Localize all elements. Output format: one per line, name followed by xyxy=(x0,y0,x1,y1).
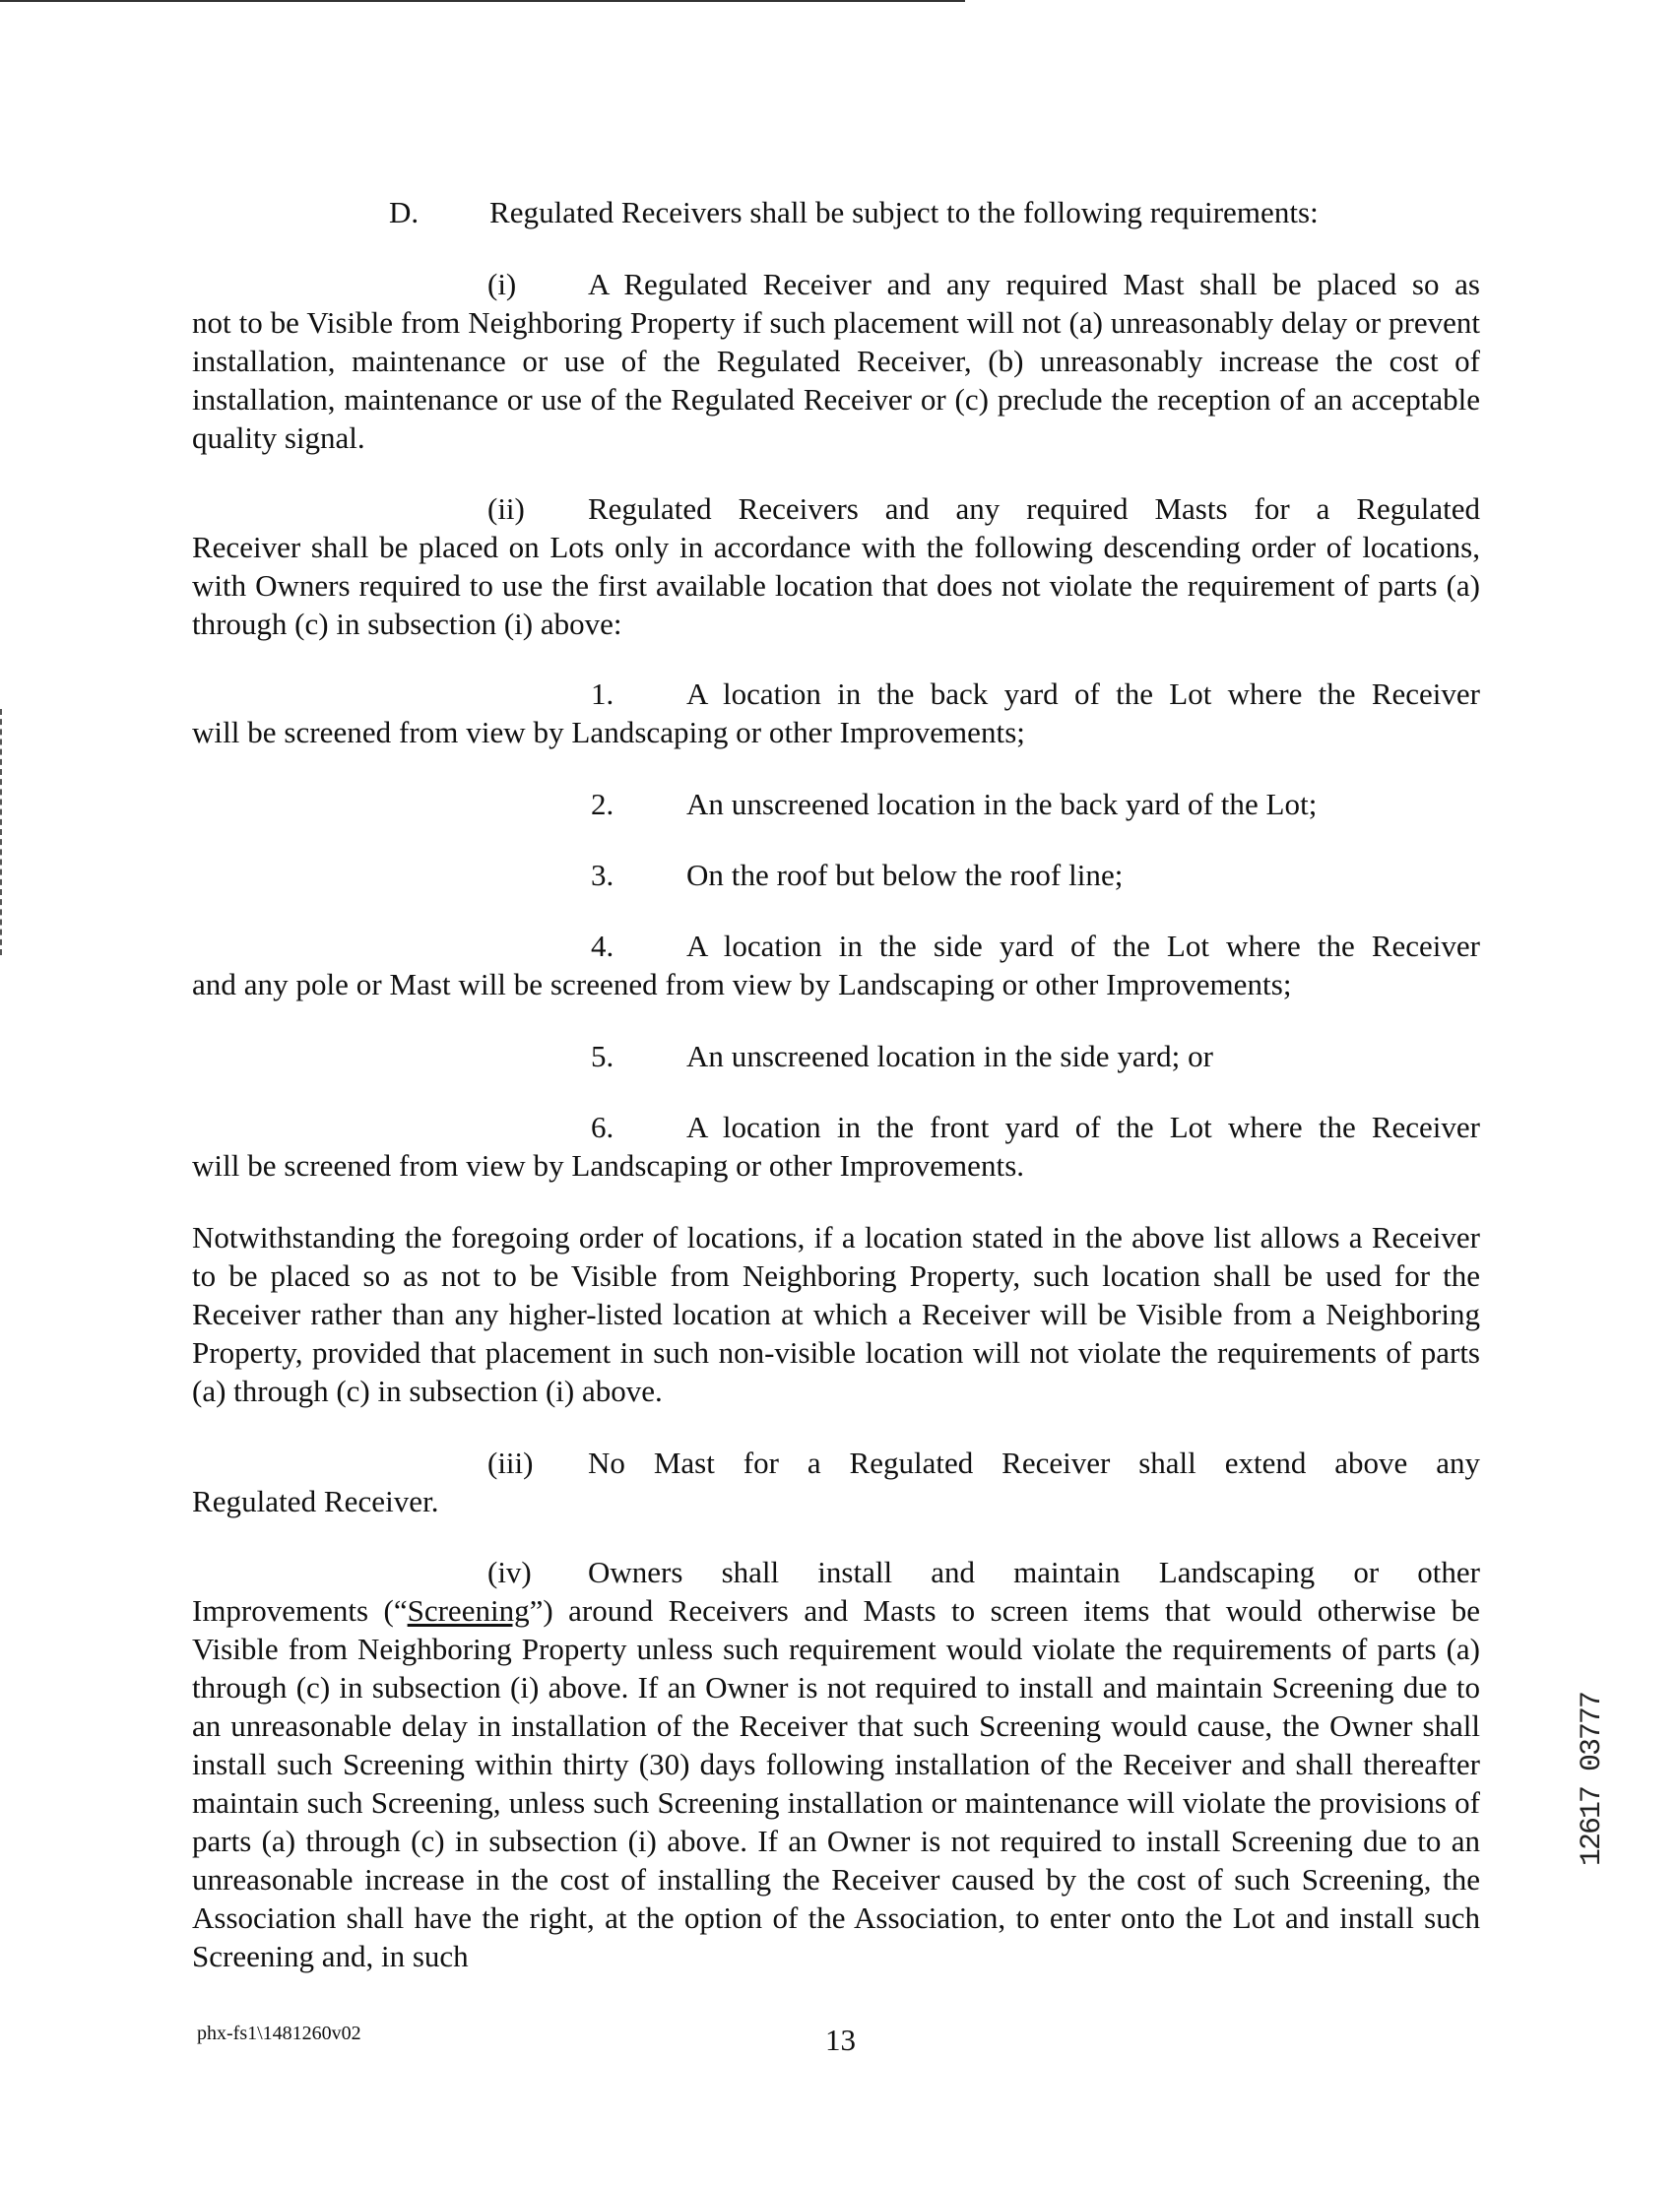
para-iii-continuation: Regulated Receiver. xyxy=(192,1484,439,1518)
para-iv-body-before: Improvements (“ xyxy=(192,1593,408,1628)
para-iv-label: (iv) xyxy=(487,1555,532,1589)
location-6-continuation: will be screened from view by Landscaping or other Improvements. xyxy=(192,1148,1025,1183)
page-number: 13 xyxy=(825,2023,856,2057)
para-iii-label: (iii) xyxy=(487,1446,534,1480)
para-i-first-line: A Regulated Receiver and any required Mast shall be placed so as xyxy=(588,267,1480,301)
location-3-number: 3. xyxy=(591,858,614,892)
para-iv-first-line: Owners shall install and maintain Landscaping or other xyxy=(588,1555,1480,1589)
location-2-number: 2. xyxy=(591,787,614,821)
screening-defined-term: Screening xyxy=(407,1593,530,1628)
location-4-first-line: A location in the side yard of the Lot where the Receiver xyxy=(686,929,1480,963)
location-4-continuation: and any pole or Mast will be screened from view by Landscaping or other Improvements; xyxy=(192,967,1292,1001)
para-i-label: (i) xyxy=(487,267,517,301)
para-iv-body-after: ”) around Receivers and Masts to screen items that would otherwise be Visible from Neighboring Property unless such requirement would violate the requirements of parts (a) through (c) in subsection (i) above. If an Owner is not required to install and maintain Screening due to an unreasonable delay in installation of the Receiver that such Screening would cause, the Owner shall install such Screening within thirty (30) days following installation of the Receiver and shall thereafter maintain such Screening, unless such Screening installation or maintenance will violate the provisions of parts (a) through (c) in subsection (i) above. If an Owner is not required to install Screening due to an unreasonable increase in the cost of installing the Receiver caused by the cost of such Screening, the Association shall have the right, at the option of the Association, to enter onto the Lot and install such Screening and, in such xyxy=(192,1593,1480,1973)
section-d-label: D. xyxy=(389,195,420,229)
recording-stamp: 12617 03777 xyxy=(1576,1692,1609,1866)
para-ii-body: Receiver shall be placed on Lots only in accordance with the following descending order of locations, with Owners required to use the first available location that does not violate the requirement of parts (a) through (c) in subsection (i) above: xyxy=(192,530,1480,641)
notwithstanding-paragraph: Notwithstanding the foregoing order of locations, if a location stated in the above list allows a Receiver to be placed so as not to be Visible from Neighboring Property, such location shall be used for the Receiver rather than any higher-listed location at which a Receiver will be Visible from a Neighboring Property, provided that placement in such non-visible location will not violate the requirements of parts (a) through (c) in subsection (i) above. xyxy=(192,1220,1480,1408)
scan-border-line xyxy=(0,0,965,2)
location-3-text: On the roof but below the roof line; xyxy=(686,858,1124,892)
section-d-heading: Regulated Receivers shall be subject to the following requirements: xyxy=(489,195,1319,229)
location-5-number: 5. xyxy=(591,1039,614,1073)
location-6-number: 6. xyxy=(591,1110,614,1144)
location-2-text: An unscreened location in the back yard of the Lot; xyxy=(686,787,1318,821)
location-1-continuation: will be screened from view by Landscaping or other Improvements; xyxy=(192,715,1025,749)
scan-edge-marks xyxy=(0,709,5,955)
para-ii-first-line: Regulated Receivers and any required Masts for a Regulated xyxy=(588,491,1480,526)
location-4-number: 4. xyxy=(591,929,614,963)
location-5-text: An unscreened location in the side yard; or xyxy=(686,1039,1214,1073)
location-1-number: 1. xyxy=(591,676,614,711)
para-ii-label: (ii) xyxy=(487,491,525,526)
location-1-first-line: A location in the back yard of the Lot where the Receiver xyxy=(686,676,1480,711)
para-iv-body xyxy=(192,1591,1480,1975)
location-6-first-line: A location in the front yard of the Lot where the Receiver xyxy=(686,1110,1480,1144)
para-iii-first-line: No Mast for a Regulated Receiver shall extend above any xyxy=(588,1446,1480,1480)
footer-document-id: phx-fs1\1481260v02 xyxy=(197,2023,361,2044)
para-i-body: not to be Visible from Neighboring Property if such placement will not (a) unreasonably delay or prevent installation, maintenance or use of the Regulated Receiver, (b) unreasonably increase the cost of installation, maintenance or use of the Regulated Receiver or (c) preclude the reception of an acceptable quality signal. xyxy=(192,305,1480,455)
